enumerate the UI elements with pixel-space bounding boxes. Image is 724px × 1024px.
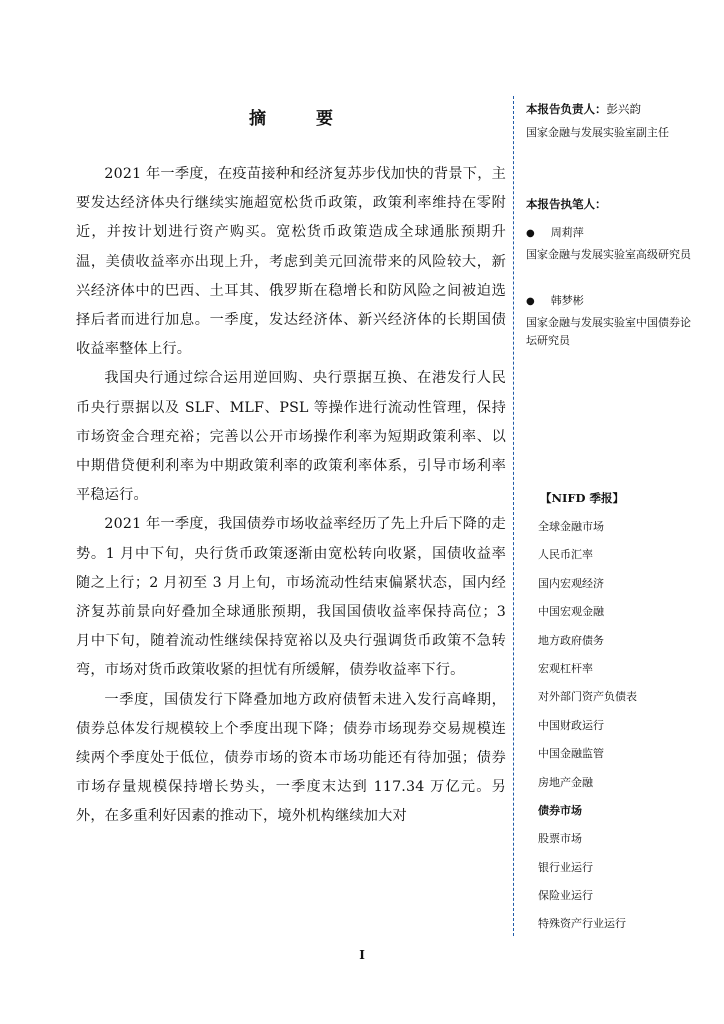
writer-1-name: 周莉萍 — [550, 226, 584, 239]
series-list — [538, 520, 637, 946]
bullet-icon: ● — [526, 228, 535, 239]
lead-name: 彭兴韵 — [606, 102, 641, 116]
lead-heading — [526, 101, 641, 117]
sidebar-divider — [513, 96, 514, 936]
writer-1-org: 国家金融与发展实验室高级研究员 — [526, 248, 691, 261]
lead-org: 国家金融与发展实验室副主任 — [526, 126, 669, 139]
series-item: 银行业运行 — [538, 860, 593, 874]
series-item: 国内宏观经济 — [538, 576, 604, 590]
series-item: 宏观杠杆率 — [538, 661, 593, 675]
series-item: 债券市场 — [538, 803, 582, 817]
series-item: 中国金融监管 — [538, 747, 604, 761]
abstract-paragraph-1: 2021 年一季度，在疫苗接种和经济复苏步伐加快的背景下，主要发达经济体央行继续实施超宽松货币政策，政策利率维持在零附近，并按计划进行资产购买。宽松货币政策造成全球通胀预期升温，美债收益率亦出现上升，考虑到美元回流带来的风险较大，新兴经济体中的巴西、土耳其、俄罗斯在稳增长和防风险之间被迫选择后者而进行加息。一季度，发达经济体、新兴经济体的长期国债收益率整体上行。 — [76, 166, 506, 358]
series-item: 全球金融市场 — [538, 520, 604, 533]
series-item: 股票市场 — [538, 832, 582, 846]
writer-2-org: 国家金融与发展实验室中国债券论坛研究员 — [526, 316, 691, 347]
page-title: 摘 要 — [249, 109, 355, 129]
writer-2-name: 韩梦彬 — [550, 294, 584, 307]
series-heading: 【NIFD 季报】 — [540, 491, 625, 505]
writer-1 — [526, 224, 584, 240]
series-item: 中国宏观金融 — [538, 605, 604, 619]
series-item: 房地产金融 — [538, 775, 593, 789]
series-item: 中国财政运行 — [538, 718, 604, 732]
bullet-icon: ● — [526, 296, 535, 307]
page-number: I — [359, 948, 365, 962]
series-item: 人民币汇率 — [538, 548, 593, 562]
abstract-body — [76, 160, 506, 832]
writers-heading: 本报告执笔人： — [526, 197, 607, 211]
abstract-paragraph-3: 2021 年一季度，我国债券市场收益率经历了先上升后下降的走势。1 月中下旬，央行货币政策逐渐由宽松转向收紧，国债收益率随之上行；2 月初至 3 月上旬，市场流动性结束偏紧状态，国内经济复苏前景向好叠加全球通胀预期，我国国债收益率保持高位；3 月中下旬，随着流动性继续保持宽裕以及央行强调货币政策不急转弯，市场对货币政策收紧的担忧有所缓解，债券收益率下行。 — [76, 516, 506, 679]
writer-2 — [526, 292, 584, 308]
series-item: 对外部门资产负债表 — [538, 690, 637, 704]
series-item: 保险业运行 — [538, 889, 593, 903]
series-item: 特殊资产行业运行 — [538, 917, 626, 931]
abstract-paragraph-2: 我国央行通过综合运用逆回购、央行票据互换、在港发行人民币央行票据以及 SLF、MLF、PSL 等操作进行流动性管理，保持市场资金合理充裕；完善以公开市场操作利率为短期政策利率、以中期借贷便利利率为中期政策利率的政策利率体系，引导市场利率平稳运行。 — [76, 370, 506, 504]
lead-label: 本报告负责人： — [526, 102, 607, 116]
series-item: 地方政府债务 — [538, 633, 604, 647]
abstract-paragraph-4: 一季度，国债发行下降叠加地方政府债暂未进入发行高峰期，债券总体发行规模较上个季度出现下降；债券市场现券交易规模连续两个季度处于低位，债券市场的资本市场功能还有待加强；债券市场存量规模保持增长势头，一季度末达到 117.34 万亿元。另外，在多重利好因素的推动下，境外机构继续加大对 — [76, 691, 506, 825]
